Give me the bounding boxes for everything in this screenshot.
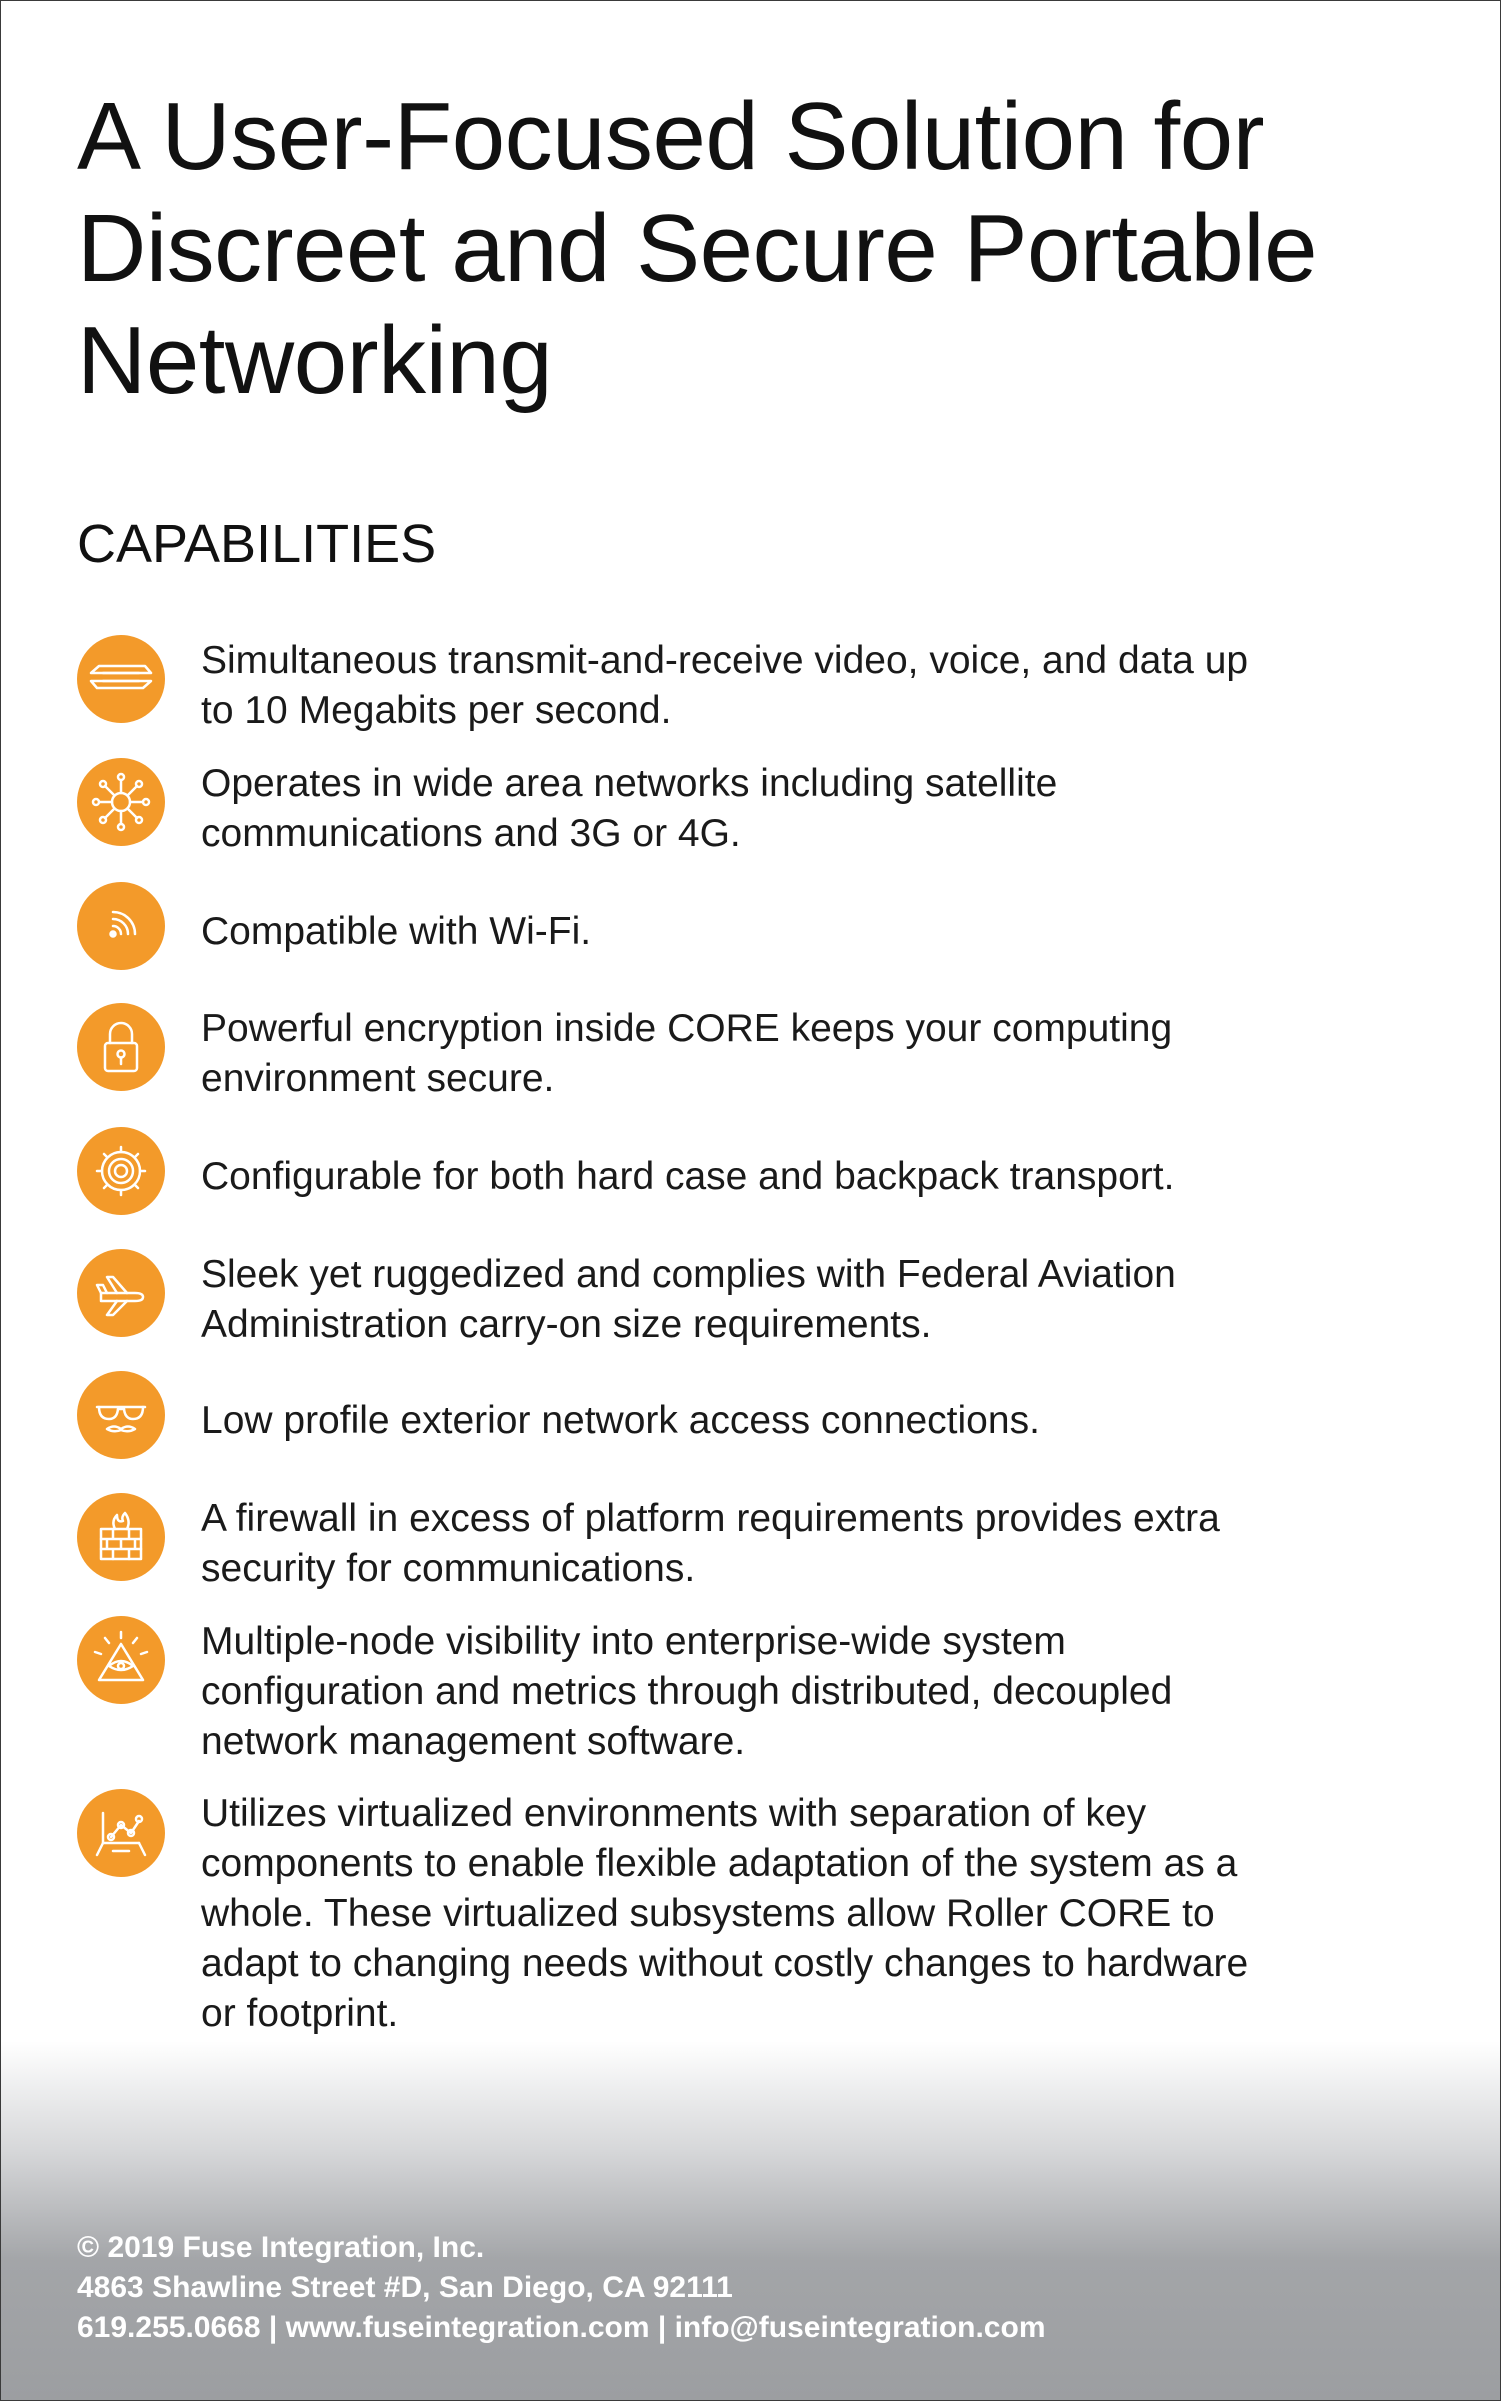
airplane-icon bbox=[77, 1249, 165, 1337]
capability-text: Operates in wide area networks including satellite communications and 3G or 4G. bbox=[201, 762, 1058, 855]
footer bbox=[77, 2228, 1046, 2348]
disguise-icon bbox=[77, 1371, 165, 1459]
contact-info: 619.255.0668 | www.fuseintegration.com | info@fuseintegration.com bbox=[77, 2311, 1046, 2344]
capability-text: Multiple-node visibility into enterprise-wide system configuration and metrics through distributed, decoupled network management software. bbox=[201, 1620, 1173, 1763]
capability-text: Configurable for both hard case and backpack transport. bbox=[201, 1155, 1175, 1198]
copyright: © 2019 Fuse Integration, Inc. bbox=[77, 2231, 485, 2264]
capability-text: Sleek yet ruggedized and complies with Federal Aviation Administration carry-on size requirements. bbox=[201, 1253, 1176, 1346]
capability-text: Powerful encryption inside CORE keeps your computing environment secure. bbox=[201, 1007, 1173, 1100]
gear-icon bbox=[77, 1127, 165, 1215]
capability-text: A firewall in excess of platform requirements provides extra security for communications. bbox=[201, 1497, 1220, 1590]
transmit-receive-icon bbox=[77, 635, 165, 723]
firewall-icon bbox=[77, 1493, 165, 1581]
capability-text: Utilizes virtualized environments with separation of key components to enable flexible adaptation of the system as a whole. These virtualized subsystems allow Roller CORE to adapt to changing needs without costly changes to hardware or footprint. bbox=[201, 1792, 1249, 2035]
wifi-icon bbox=[77, 882, 165, 970]
capabilities-heading: CAPABILITIES bbox=[77, 514, 437, 574]
visibility-eye-icon bbox=[77, 1616, 165, 1704]
capability-text: Simultaneous transmit-and-receive video, voice, and data up to 10 Megabits per second. bbox=[201, 639, 1249, 732]
capability-text: Compatible with Wi-Fi. bbox=[201, 910, 592, 953]
virtual-network-icon bbox=[77, 1789, 165, 1877]
lock-icon bbox=[77, 1003, 165, 1091]
network-hub-icon bbox=[77, 758, 165, 846]
capability-text: Low profile exterior network access connections. bbox=[201, 1399, 1040, 1442]
address: 4863 Shawline Street #D, San Diego, CA 92111 bbox=[77, 2271, 733, 2304]
page-title: A User-Focused Solution for Discreet and Secure Portable Networking bbox=[77, 83, 1317, 414]
